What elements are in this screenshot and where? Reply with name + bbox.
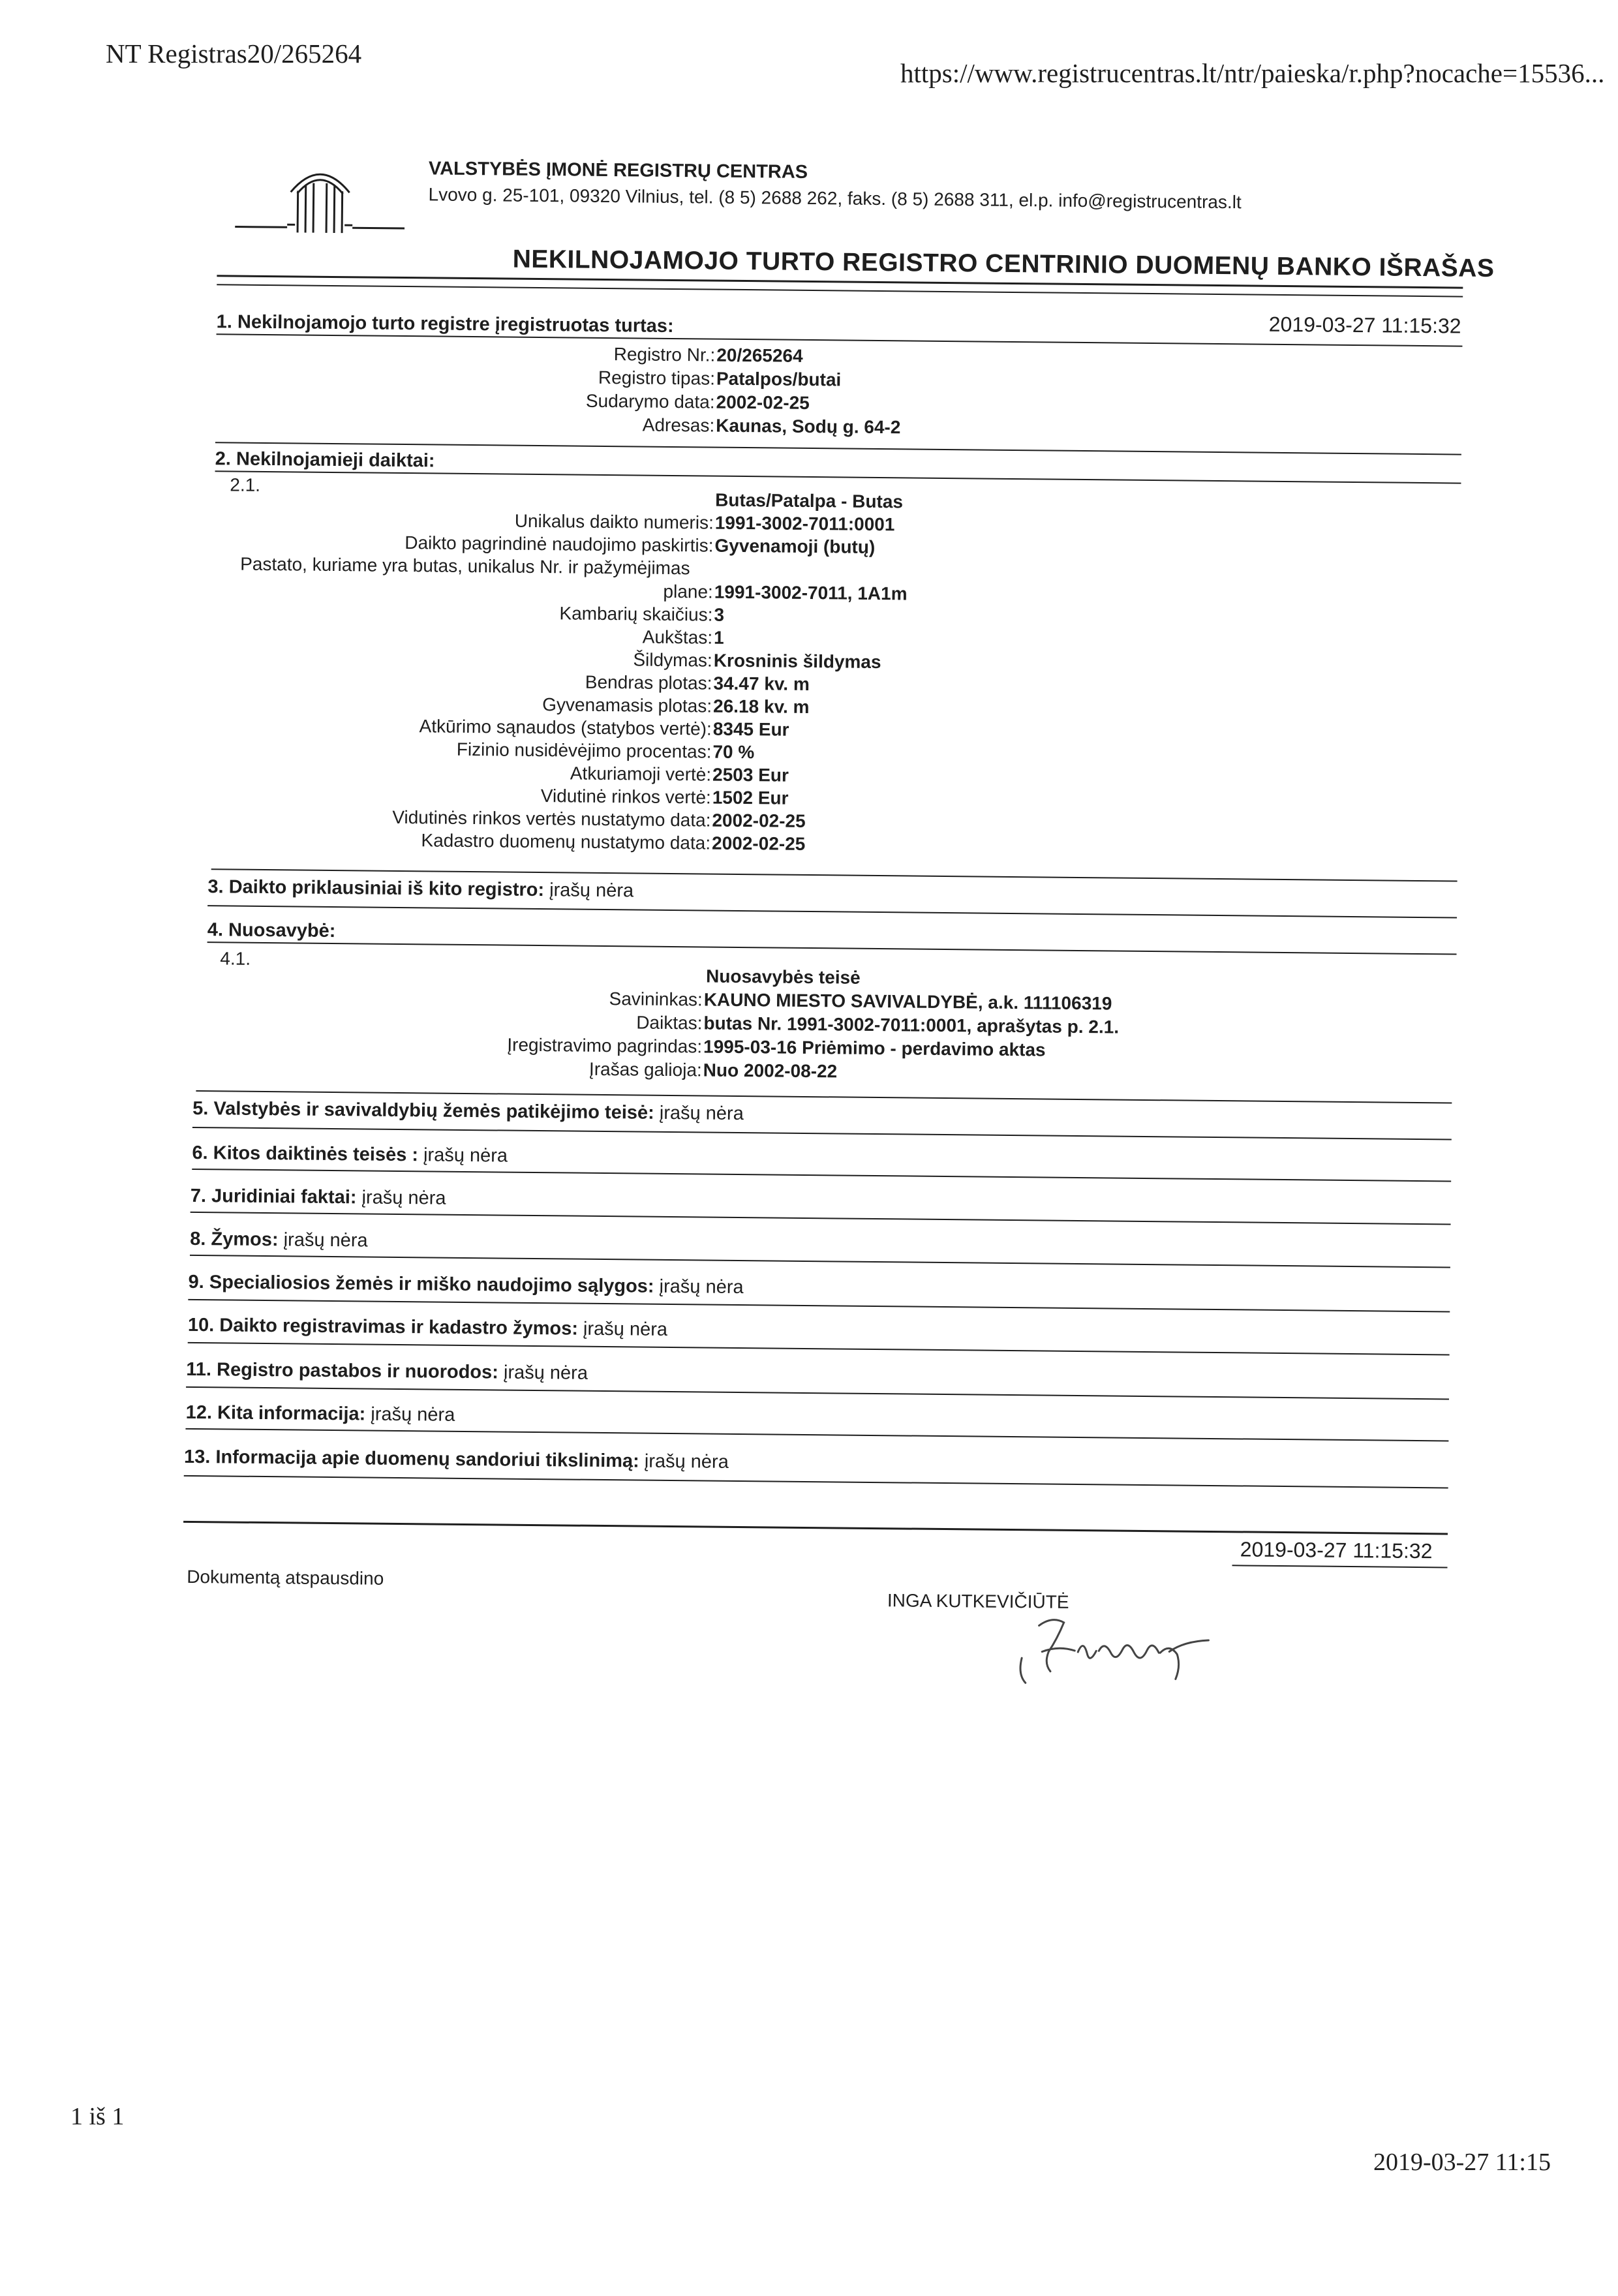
field-label: Bendras plotas:: [585, 672, 712, 694]
section-3-divider: [207, 905, 1457, 918]
item-title: Butas/Patalpa - Butas: [715, 490, 903, 513]
field-value: Nuo 2002-08-22: [703, 1060, 838, 1082]
section-6-heading: 6. Kitos daiktinės teisės : įrašų nėra: [192, 1142, 508, 1167]
section-divider: [190, 1255, 1450, 1268]
section-2-heading: 2. Nekilnojamieji daiktai:: [215, 448, 435, 472]
field-value: Gyvenamoji (butų): [714, 536, 875, 558]
section-divider: [192, 1127, 1452, 1140]
field-value: 20/265264: [716, 345, 803, 367]
section-10-heading: 10. Daikto registravimas ir kadastro žymos: įrašų nėra: [188, 1315, 667, 1341]
field-label: Gyvenamasis plotas:: [542, 694, 712, 716]
field-label: Įrašas galioja:: [589, 1059, 702, 1081]
field-label: Atkuriamoji vertė:: [570, 763, 712, 785]
footer-divider: [183, 1521, 1448, 1535]
field-label: Sudarymo data:: [586, 391, 715, 413]
field-label: Adresas:: [643, 415, 715, 436]
field-value: 3: [714, 605, 724, 626]
item-number: 2.1.: [230, 474, 260, 495]
field-value: 2002-02-25: [712, 833, 806, 855]
field-label: Savininkas:: [609, 988, 702, 1010]
field-label: Unikalus daikto numeris:: [515, 511, 714, 534]
field-label: Įregistravimo pagrindas:: [507, 1035, 702, 1058]
field-label: Aukštas:: [643, 627, 713, 649]
section-divider: [192, 1169, 1451, 1182]
section-4-divider: [207, 941, 1457, 955]
field-value: 1502 Eur: [712, 788, 789, 809]
section-divider: [184, 1475, 1448, 1489]
section-2-divider: [215, 470, 1461, 483]
field-value: Kaunas, Sodų g. 64-2: [716, 416, 900, 438]
field-label: Kambarių skaičius:: [559, 603, 712, 625]
section-3-heading: 3. Daikto priklausiniai iš kito registro: įrašų nėra: [207, 876, 633, 902]
field-value: 1: [714, 628, 724, 649]
timestamp-top: 2019-03-27 11:15:32: [1269, 313, 1461, 339]
organization-name: VALSTYBĖS ĮMONĖ REGISTRŲ CENTRAS: [429, 158, 808, 183]
field-label: Pastato, kuriame yra butas, unikalus Nr. ir pažymėjimas: [240, 554, 690, 579]
section-divider: [185, 1428, 1448, 1442]
timestamp-bottom: 2019-03-27 11:15:32: [1240, 1537, 1433, 1563]
field-label: Daikto pagrindinė naudojimo paskirtis:: [404, 532, 713, 557]
section-4-heading: 4. Nuosavybė:: [207, 919, 336, 942]
field-value: Patalpos/butai: [716, 369, 842, 391]
field-label: Šildymas:: [633, 649, 712, 671]
item-title: Nuosavybės teisė: [706, 966, 861, 988]
section-divider: [186, 1386, 1449, 1400]
item-number: 4.1.: [220, 948, 251, 969]
section-divider: [188, 1299, 1450, 1313]
field-value: 2002-02-25: [716, 392, 810, 414]
print-header-url: https://www.registrucentras.lt/ntr/paieska/r.php?nocache=15536...: [900, 57, 1604, 89]
field-value: 1991-3002-7011:0001: [715, 513, 895, 536]
section-8-heading: 8. Žymos: įrašų nėra: [190, 1229, 368, 1252]
section-12-heading: 12. Kita informacija: įrašų nėra: [186, 1402, 455, 1426]
page-number: 1 iš 1: [70, 2102, 124, 2131]
printed-by-label: Dokumentą atspausdino: [187, 1567, 384, 1589]
registry-logo-icon: [235, 159, 405, 239]
section-11-heading: 11. Registro pastabos ir nuorodos: įrašų nėra: [186, 1359, 588, 1385]
field-label: Daiktas:: [636, 1012, 702, 1033]
field-value: 1995-03-16 Priėmimo - perdavimo aktas: [703, 1036, 1046, 1060]
field-label: Registro tipas:: [598, 367, 715, 390]
field-value: KAUNO MIESTO SAVIVALDYBĖ, a.k. 111106319: [704, 989, 1112, 1014]
timestamp-underline: [1232, 1565, 1448, 1568]
field-label: Vidutinės rinkos vertės nustatymo data:: [392, 807, 710, 831]
field-label: Registro Nr.:: [614, 344, 716, 365]
document-title: NEKILNOJAMOJO TURTO REGISTRO CENTRINIO DUOMENŲ BANKO IŠRAŠAS: [512, 245, 1494, 283]
field-value: 26.18 kv. m: [713, 696, 810, 718]
field-value: butas Nr. 1991-3002-7011:0001, aprašytas p. 2.1.: [703, 1013, 1119, 1037]
field-value: 70 %: [712, 742, 754, 763]
printed-by-name: INGA KUTKEVIČIŪTĖ: [887, 1590, 1069, 1613]
field-label: plane:: [663, 581, 713, 603]
field-label: Kadastro duomenų nustatymo data:: [421, 830, 710, 853]
field-value: Krosninis šildymas: [714, 651, 881, 673]
field-value: 34.47 kv. m: [713, 673, 810, 695]
field-label: Vidutinė rinkos vertė:: [541, 786, 711, 808]
field-value: 2503 Eur: [712, 765, 789, 786]
section-divider: [188, 1342, 1450, 1356]
section-9-heading: 9. Specialiosios žemės ir miško naudojimo sąlygos: įrašų nėra: [188, 1272, 743, 1298]
section-13-heading: 13. Informacija apie duomenų sandoriui tikslinimą: įrašų nėra: [184, 1446, 729, 1473]
section-7-heading: 7. Juridiniai faktai: įrašų nėra: [191, 1186, 446, 1210]
field-value: 2002-02-25: [712, 810, 806, 832]
section-1-heading: 1. Nekilnojamojo turto registre įregistruotas turtas:: [217, 311, 674, 337]
field-label: Fizinio nusidėvėjimo procentas:: [457, 739, 712, 763]
section-divider: [191, 1212, 1451, 1225]
field-label: Atkūrimo sąnaudos (statybos vertė):: [419, 716, 711, 739]
print-header-title: NT Registras20/265264: [106, 38, 361, 69]
signature: [1013, 1612, 1229, 1692]
print-date: 2019-03-27 11:15: [1373, 2148, 1551, 2177]
section-5-heading: 5. Valstybės ir savivaldybių žemės patikėjimo teisė: įrašų nėra: [192, 1098, 744, 1125]
field-value: 1991-3002-7011, 1A1m: [714, 582, 908, 605]
field-value: 8345 Eur: [713, 719, 789, 741]
organization-address: Lvovo g. 25-101, 09320 Vilnius, tel. (8 5) 2688 262, faks. (8 5) 2688 311, el.p. info@registrucentras.lt: [428, 184, 1241, 213]
